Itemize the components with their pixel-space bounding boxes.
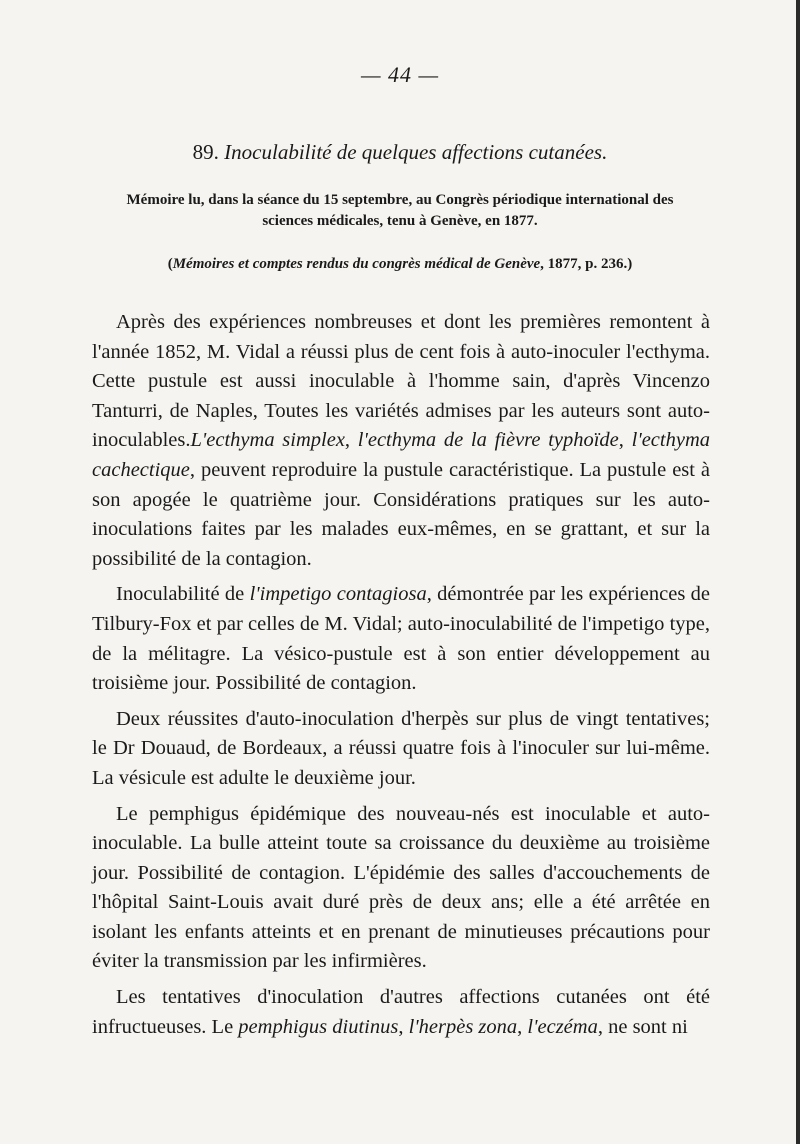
citation-open: ( — [167, 256, 173, 272]
paragraph-text: Inoculabilité de — [116, 583, 250, 606]
separator: , — [517, 1015, 528, 1038]
paragraph-herpes: Deux réussites d'auto-inoculation d'herpès sur plus de vingt tentatives; le Dr Douaud, de Bordeaux, a réussi quatre fois à l'inoculer sur lui-même. La vésicule est adulte le deuxième jour. — [92, 707, 710, 789]
paragraph-text: , peuvent reproduire la pustule caractéristique. La pustule est à son apogée le quatrième jour. Considérations pratiques sur les auto-inoculations faites par les malades eux-mêmes, en se grattant, et sur la possibilité de la contagion. — [92, 458, 710, 570]
italic-term: l'ecthyma de la fièvre typhoïde — [357, 429, 619, 452]
section-subtitle: Mémoire lu, dans la séance du 15 septembre, au Congrès périodique international des sciences médicales, tenu à Genève, en 1877. — [126, 192, 674, 229]
paragraph-text: , ne sont ni — [597, 1015, 688, 1038]
italic-term: l'ecthyma cachectique — [92, 429, 711, 481]
paragraph-impetigo — [92, 580, 710, 698]
citation-details: , 1877, p. 236.) — [540, 256, 633, 272]
italic-term: l'impetigo contagiosa — [249, 583, 427, 606]
paragraph-text: , démontrée par les expériences de Tilbury-Fox et par celles de M. Vidal; auto-inoculabilité de l'impetigo type, de la mélitagre. La vésico-pustule est à son entier développement au troisième jour. Possibilité de contagion. — [92, 583, 710, 695]
section-title — [0, 140, 800, 165]
page-number: — 44 — — [360, 62, 440, 87]
body-text — [92, 308, 710, 1042]
italic-term: L'ecthyma simplex — [190, 429, 345, 452]
italic-term: l'eczéma — [527, 1015, 598, 1038]
paragraph-pemphigus: Le pemphigus épidémique des nouveau-nés est inoculable et auto-inoculable. La bulle atteint toute sa croissance du deuxième au troisième jour. Possibilité de contagion. L'épidémie des salles d'accouchements de l'hôpital Saint-Louis avait duré près de deux ans; elle a été arrêtée en isolant les enfants atteints et en prenant de minutieuses précautions pour éviter la transmission par les infirmières. — [92, 802, 710, 973]
italic-term: l'herpès zona — [408, 1015, 518, 1038]
citation — [80, 256, 720, 273]
separator: , — [398, 1015, 409, 1038]
paragraph-other-affections — [92, 983, 710, 1042]
paragraph-text: Après des expériences nombreuses et dont les premières remontent à l'année 1852, M. Vidal a réussi plus de cent fois à auto-inoculer l'ecthyma. Cette pustule est aussi inoculable à l'homme sain, d'après Vincenzo Tanturri, de Naples, Toutes les variétés admises par les auteurs sont auto-inoculables. — [92, 311, 710, 452]
section-title-text: Inoculabilité de quelques affections cutanées. — [224, 140, 608, 164]
separator: , — [344, 429, 358, 452]
section-number: 89. — [192, 140, 219, 164]
citation-source: Mémoires et comptes rendus du congrès médical de Genève — [172, 256, 541, 272]
paragraph-text: Les tentatives d'inoculation d'autres affections cutanées ont été infructueuses. Le — [92, 986, 710, 1038]
page-edge-shadow — [796, 0, 800, 1144]
separator: , — [618, 429, 632, 452]
italic-term: pemphigus diutinus — [238, 1015, 399, 1038]
paragraph-ecthyma — [92, 308, 710, 574]
